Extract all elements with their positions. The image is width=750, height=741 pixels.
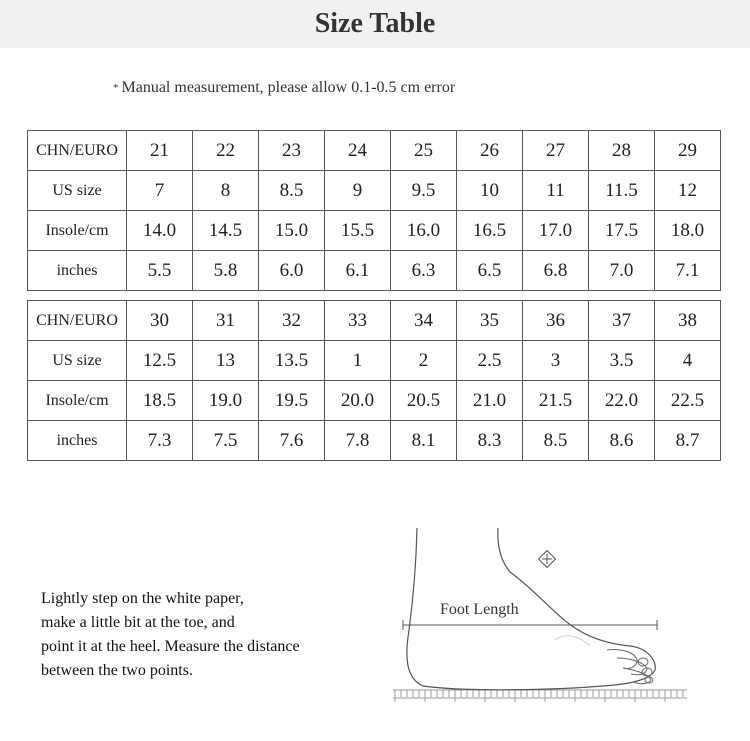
table-row [28,421,721,461]
table-row [28,171,721,211]
size-table-1 [27,130,721,291]
table-cell: 8.1 [391,421,457,461]
table-cell: 9.5 [391,171,457,211]
foot-illustration [385,520,695,710]
instruction-line: point it at the heel. Measure the distance [41,638,300,655]
row-label: Insole/cm [28,211,127,251]
table-cell: 27 [523,131,589,171]
table-cell: 8.6 [589,421,655,461]
table-cell: 10 [457,171,523,211]
table-cell: 13 [193,341,259,381]
row-label: US size [28,171,127,211]
table-cell: 3 [523,341,589,381]
table-cell: 7.5 [193,421,259,461]
table-cell: 28 [589,131,655,171]
table-row [28,211,721,251]
table-cell: 6.0 [259,251,325,291]
note-text: Manual measurement, please allow 0.1-0.5 cm error [121,79,456,96]
table-cell: 15.0 [259,211,325,251]
table-cell: 22 [193,131,259,171]
table-cell: 31 [193,301,259,341]
table-cell: 20.5 [391,381,457,421]
table-cell: 18.5 [127,381,193,421]
table-cell: 7.6 [259,421,325,461]
foot-length-label: Foot Length [440,601,519,618]
page-title: Size Table [314,8,436,39]
table-cell: 20.0 [325,381,391,421]
table-cell: 7.0 [589,251,655,291]
instruction-line: make a little bit at the toe, and [41,614,235,631]
table-cell: 19.0 [193,381,259,421]
table-cell: 37 [589,301,655,341]
table-cell: 26 [457,131,523,171]
table-cell: 17.5 [589,211,655,251]
table-cell: 6.1 [325,251,391,291]
table-cell: 8.3 [457,421,523,461]
table-row [28,341,721,381]
table-cell: 17.0 [523,211,589,251]
table-cell: 16.0 [391,211,457,251]
table-cell: 32 [259,301,325,341]
table-cell: 7 [127,171,193,211]
table-cell: 6.8 [523,251,589,291]
table-row [28,251,721,291]
table-cell: 23 [259,131,325,171]
table-cell: 21.0 [457,381,523,421]
table-cell: 36 [523,301,589,341]
row-label: inches [28,421,127,461]
table-cell: 12 [655,171,721,211]
table-cell: 21 [127,131,193,171]
table-row [28,381,721,421]
row-label: CHN/EURO [28,301,127,341]
table-cell: 11 [523,171,589,211]
table-cell: 15.5 [325,211,391,251]
table-cell: 5.5 [127,251,193,291]
instruction-line: Lightly step on the white paper, [41,590,244,607]
table-row [28,301,721,341]
table-cell: 8 [193,171,259,211]
table-cell: 6.5 [457,251,523,291]
crosshair-icon [539,551,556,568]
table-cell: 25 [391,131,457,171]
table-cell: 7.8 [325,421,391,461]
measurement-note [113,79,455,97]
table-cell: 18.0 [655,211,721,251]
table-cell: 34 [391,301,457,341]
table-cell: 7.3 [127,421,193,461]
table-cell: 14.5 [193,211,259,251]
asterisk-marker: * [113,82,119,94]
foot-diagram [385,520,695,710]
table-cell: 22.5 [655,381,721,421]
table-cell: 21.5 [523,381,589,421]
foot-length-arrow [403,620,657,630]
table-cell: 35 [457,301,523,341]
table-cell: 5.8 [193,251,259,291]
table-cell: 2 [391,341,457,381]
table-cell: 4 [655,341,721,381]
toes [555,636,653,684]
table-cell: 8.7 [655,421,721,461]
row-label: inches [28,251,127,291]
table-cell: 11.5 [589,171,655,211]
table-cell: 8.5 [523,421,589,461]
table-cell: 29 [655,131,721,171]
table-cell: 13.5 [259,341,325,381]
table-cell: 38 [655,301,721,341]
table-cell: 16.5 [457,211,523,251]
table-cell: 33 [325,301,391,341]
table-row [28,131,721,171]
table-cell: 19.5 [259,381,325,421]
instruction-line: between the two points. [41,662,193,679]
ruler [393,690,687,702]
table-cell: 9 [325,171,391,211]
table-cell: 30 [127,301,193,341]
table-cell: 6.3 [391,251,457,291]
table-cell: 22.0 [589,381,655,421]
row-label: US size [28,341,127,381]
table-cell: 12.5 [127,341,193,381]
table-cell: 1 [325,341,391,381]
instructions [41,587,300,683]
table-cell: 8.5 [259,171,325,211]
size-table-2 [27,300,721,461]
table-cell: 2.5 [457,341,523,381]
table-cell: 14.0 [127,211,193,251]
row-label: Insole/cm [28,381,127,421]
row-label: CHN/EURO [28,131,127,171]
table-cell: 24 [325,131,391,171]
table-cell: 7.1 [655,251,721,291]
table-cell: 3.5 [589,341,655,381]
